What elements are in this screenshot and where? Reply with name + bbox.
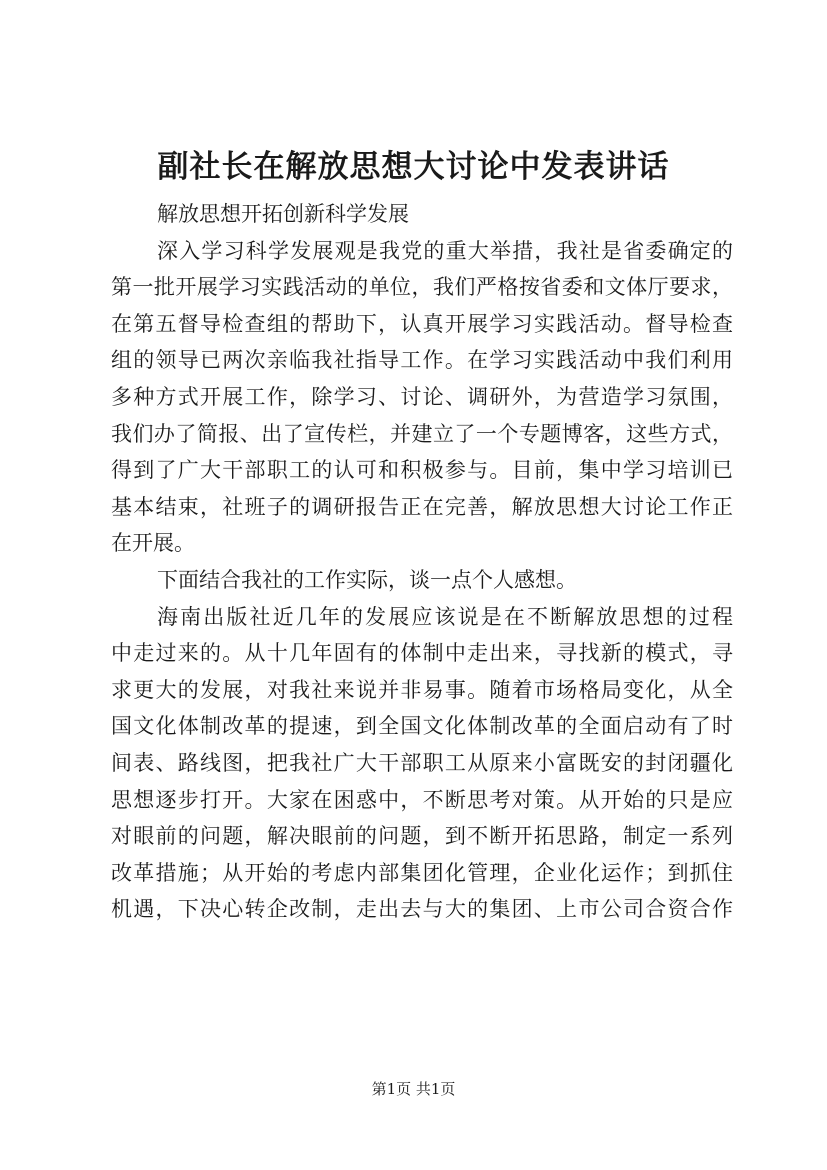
body-line: 海南出版社近几年的发展应该说是在不断解放思想的过程 <box>157 604 733 629</box>
body-line: 在第五督导检查组的帮助下，认真开展学习实践活动。督导检查 <box>111 311 733 336</box>
body-line: 中走过来的。从十几年固有的体制中走出来，寻找新的模式，寻 <box>111 641 733 666</box>
body-line: 深入学习科学发展观是我党的重大举措，我社是省委确定的 <box>157 238 733 263</box>
body-line: 第一批开展学习实践活动的单位，我们严格按省委和文体厅要求， <box>111 275 733 300</box>
body-line: 求更大的发展，对我社来说并非易事。随着市场格局变化，从全 <box>111 677 733 702</box>
body-line: 机遇，下决心转企改制，走出去与大的集团、上市公司合资合作 <box>111 897 733 922</box>
body-line: 下面结合我社的工作实际，谈一点个人感想。 <box>157 567 577 592</box>
body-line: 多种方式开展工作，除学习、讨论、调研外，为营造学习氛围， <box>111 384 733 409</box>
body-line: 思想逐步打开。大家在困惑中，不断思考对策。从开始的只是应 <box>111 787 733 812</box>
body-line: 对眼前的问题，解决眼前的问题，到不断开拓思路，制定一系列 <box>111 824 733 849</box>
body-line: 组的领导已两次亲临我社指导工作。在学习实践活动中我们利用 <box>111 348 733 373</box>
body-line: 改革措施；从开始的考虑内部集团化管理，企业化运作；到抓住 <box>111 860 733 885</box>
body-line: 国文化体制改革的提速，到全国文化体制改革的全面启动有了时 <box>111 714 733 739</box>
subtitle-line: 解放思想开拓创新科学发展 <box>157 202 409 226</box>
body-line: 基本结束，社班子的调研报告正在完善，解放思想大讨论工作正 <box>111 494 733 519</box>
body-line: 我们办了简报、出了宣传栏，并建立了一个专题博客，这些方式， <box>111 421 733 446</box>
body-line: 得到了广大干部职工的认可和积极参与。目前，集中学习培训已 <box>111 458 733 483</box>
document-body <box>111 196 733 928</box>
body-line: 在开展。 <box>111 531 195 556</box>
body-line: 间表、路线图，把我社广大干部职工从原来小富既安的封闭疆化 <box>111 750 733 775</box>
document-title: 副社长在解放思想大讨论中发表讲话 <box>157 149 670 185</box>
page-number-footer: 第1页 共1页 <box>371 1080 456 1098</box>
